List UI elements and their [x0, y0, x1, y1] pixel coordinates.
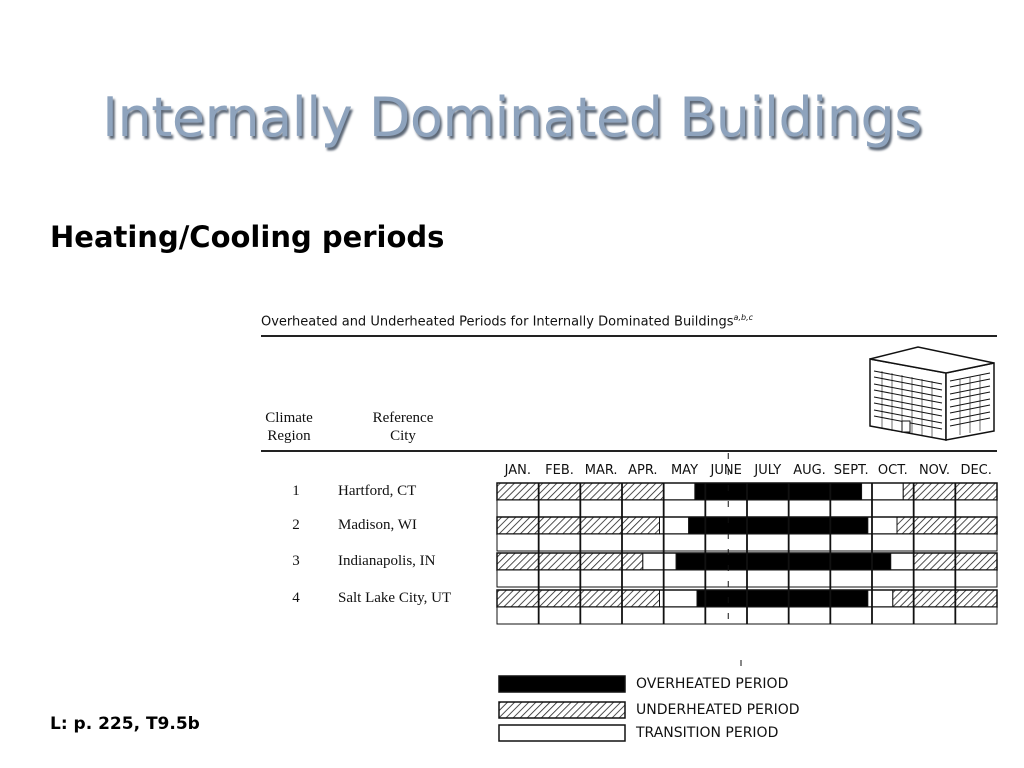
legend-swatch-trans — [499, 725, 625, 741]
month-label: OCT. — [877, 463, 908, 478]
table-title-footnotes: a,b,c — [733, 313, 754, 322]
legend-label-under: UNDERHEATED PERIOD — [636, 702, 800, 718]
climate-region-number: 3 — [292, 553, 300, 569]
climate-region-number: 2 — [292, 517, 300, 533]
header-climate-line2: Region — [267, 428, 311, 444]
month-label: APR. — [628, 463, 658, 478]
slide-subtitle: Heating/Cooling periods — [50, 220, 445, 254]
month-label: FEB. — [545, 463, 574, 478]
reference-city: Madison, WI — [338, 517, 417, 533]
table-title-text: Overheated and Underheated Periods for Internally Dominated Buildings — [261, 314, 734, 330]
header-reference-line2: City — [390, 428, 416, 444]
month-label: AUG. — [793, 463, 826, 478]
month-label: DEC. — [960, 463, 992, 478]
reference-city: Indianapolis, IN — [338, 553, 436, 569]
reference-city: Salt Lake City, UT — [338, 590, 452, 606]
month-label: SEPT. — [833, 463, 869, 478]
climate-region-number: 4 — [292, 590, 300, 606]
month-label: MAR. — [584, 463, 618, 478]
climate-region-number: 1 — [292, 483, 300, 499]
month-label: JUNE — [710, 463, 742, 478]
month-label: MAY — [670, 463, 699, 478]
slide-title: Internally Dominated Buildings — [102, 86, 922, 149]
legend-swatch-over — [499, 676, 625, 692]
legend-label-trans: TRANSITION PERIOD — [636, 725, 779, 741]
legend-label-over: OVERHEATED PERIOD — [636, 676, 789, 692]
month-label: NOV. — [918, 463, 951, 478]
header-climate-line1: Climate — [265, 410, 313, 426]
month-label: JAN. — [504, 463, 531, 478]
legend-swatch-under — [499, 702, 625, 718]
month-label: JULY — [754, 463, 782, 478]
reference-city: Hartford, CT — [338, 483, 417, 499]
reference-note: L: p. 225, T9.5b — [50, 714, 200, 734]
header-reference-line1: Reference — [372, 410, 434, 426]
